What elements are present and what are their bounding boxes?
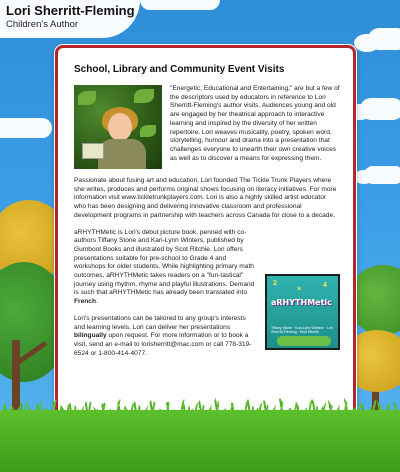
- cloud-decoration: [368, 28, 400, 50]
- site-subtitle: Children's Author: [6, 19, 79, 30]
- content-panel: [55, 45, 356, 445]
- french-emphasis: French: [74, 298, 96, 306]
- cloud-decoration: [0, 118, 52, 138]
- alligator-illustration: [277, 336, 331, 346]
- intro-section: [74, 85, 340, 169]
- author-photo: [74, 85, 162, 169]
- cloud-decoration: [364, 166, 400, 184]
- page-heading: School, Library and Community Event Visits: [74, 64, 285, 75]
- arhythmetic-paragraph: aRHYTHMetic is Lori's debut picture book, penned with co-authors Tiffany Stone and Kari-Lynn Winters, published by Gumboot Books and illustrated by Scot Ritchie. Lori offers presentations suitable for pre-school to Grade 4 and workshops for older students. While highlighting primary math outcomes, aRHYTHMetic takes readers on a "fun-tastical" journey using rhythm, rhyme and playful illustrations. Demand is such that aRHYTHMetic has already been translated into French.: [74, 228, 255, 306]
- book-text: [74, 229, 257, 359]
- tickle-trunk-paragraph: Passionate about fusing art and education, Lori founded The Tickle Trunk Players where she writes, produces and performs original shows focusing on literacy initiatives. For more information visit www.tickletrunkplayers.com. Lori is also a highly skilled artist educator who has been designing and delivering innovative classroom and professional development programs in partnership with teachers across Canada for close to a decade.: [74, 177, 337, 219]
- intro-paragraph: "Energetic, Educational and Entertaining," are but a few of the descriptors used by educators in reference to Lori Sherritt-Fleming's author visits. Audiences young and old are engaged by her theatrical approach to interactive learning and inspired by the diversity of her written repertoire. Lori weaves musicality, poetry, spoken word, storytelling, humour and drama into a presentation that challenges everyone to unearth their own creative voices as well as to discover a means for expressing them.: [170, 85, 340, 162]
- content-body: [74, 64, 340, 358]
- booking-paragraph: Lori's presentations can be tailored to any group's interests and learning levels. Lori can deliver her presentations bilingually upon request. For more information or to book a visit, send an e-mail to lorisherritt@mac.com or call 778-319-6524 or 1-800-414-4077.: [74, 314, 252, 357]
- book-cover-authors: Tiffany Stone · Kari-Lynn Winters · Lori Sherritt-Fleming · Scot Ritchie: [271, 325, 333, 334]
- grass-ground: [0, 410, 400, 472]
- site-header: [6, 3, 135, 30]
- bilingually-emphasis: bilingually: [74, 332, 107, 340]
- site-title[interactable]: Lori Sherritt-Fleming: [6, 3, 135, 18]
- book-section: [74, 229, 340, 359]
- book-cover-title: aRHYTHMetic: [271, 297, 332, 307]
- cloud-decoration: [140, 0, 220, 10]
- book-cover-image[interactable]: 2 4 × aRHYTHMetic Tiffany Stone · Kari-Lynn Winters · Lori Sherritt-Fleming · Scot Ritchie: [265, 274, 340, 350]
- cloud-decoration: [360, 98, 400, 120]
